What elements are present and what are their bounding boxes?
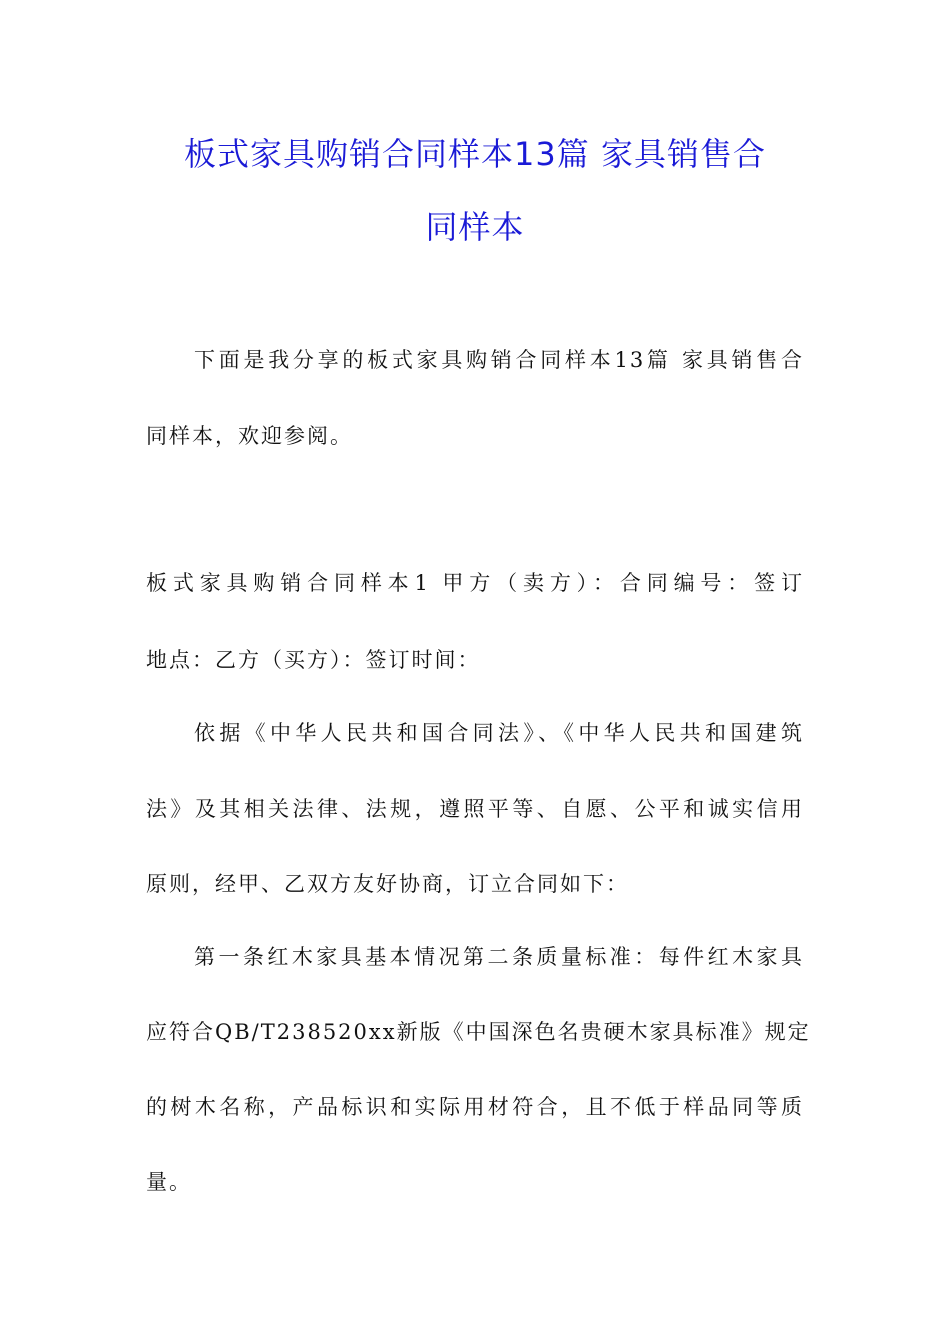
para3-line-2: 应符合QB/T238520xx新版《中国深色名贵硬木家具标准》规定 bbox=[146, 1020, 811, 1044]
para3-line-3: 的树木名称，产品标识和实际用材符合，且不低于样品同等质 bbox=[146, 1095, 804, 1119]
intro-line-1: 下面是我分享的板式家具购销合同样本13篇 家具销售合 bbox=[194, 348, 804, 372]
para2-line-3: 原则，经甲、乙双方友好协商，订立合同如下： bbox=[146, 872, 629, 896]
intro-line-2: 同样本，欢迎参阅。 bbox=[146, 424, 353, 448]
document-title-line-2: 同样本 bbox=[425, 208, 525, 246]
document-title-line-1: 板式家具购销合同样本13篇 家具销售合 bbox=[184, 135, 766, 173]
para2-line-1: 依据《中华人民共和国合同法》、《中华人民共和国建筑 bbox=[194, 721, 804, 745]
section1-line-1: 板式家具购销合同样本1 甲方（卖方）：合同编号：签订 bbox=[146, 571, 804, 595]
para3-line-4: 量。 bbox=[146, 1170, 192, 1194]
para2-line-2: 法》及其相关法律、法规，遵照平等、自愿、公平和诚实信用 bbox=[146, 797, 804, 821]
para3-line-1: 第一条红木家具基本情况第二条质量标准：每件红木家具 bbox=[194, 945, 804, 969]
section1-line-2: 地点：乙方（买方）：签订时间： bbox=[146, 648, 481, 672]
